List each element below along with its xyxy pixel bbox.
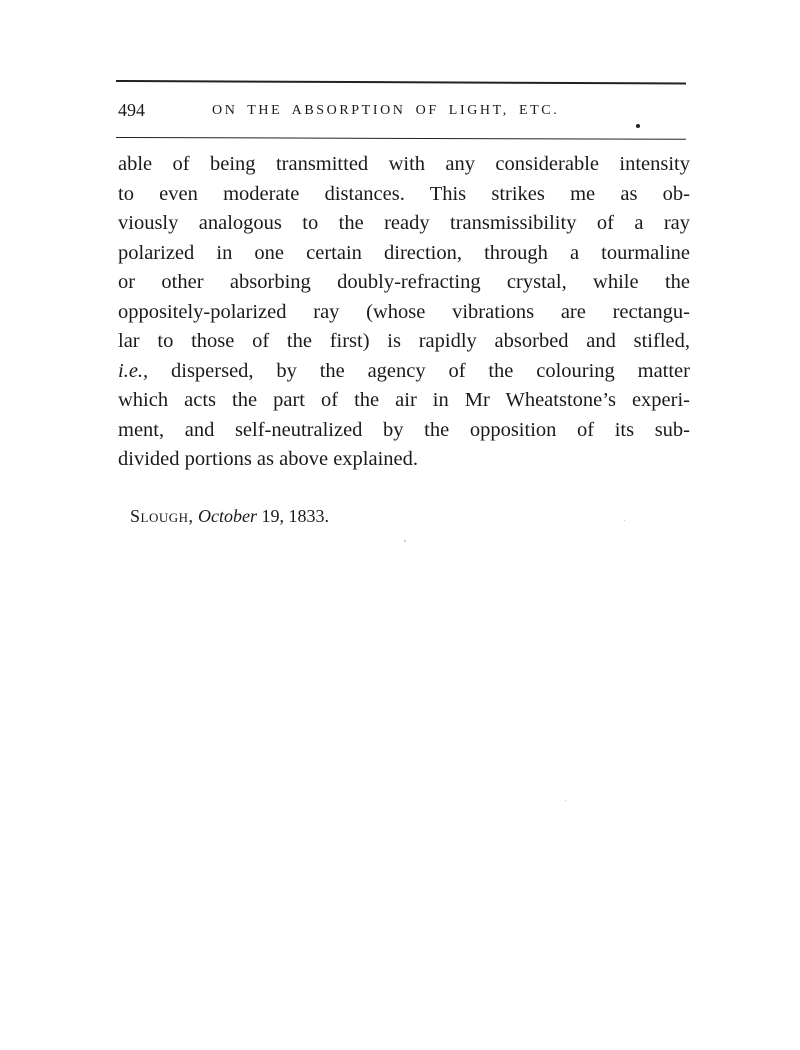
- text-line-7: lar to those of the first) is rapidly absorbed and stifled,: [118, 330, 690, 352]
- signoff-date: 19, 1833.: [261, 506, 329, 526]
- italic-ie: i.e.,: [118, 359, 149, 382]
- text-line-8-rest: dispersed, by the agency of the colouring matter: [171, 359, 690, 382]
- text-line-10: ment, and self-neutralized by the opposition of its sub-: [118, 418, 690, 441]
- paper-speck: [624, 520, 625, 521]
- header-rule-bottom: [116, 137, 686, 140]
- running-head: [116, 100, 686, 124]
- body-text: [118, 150, 690, 475]
- text-line-11: divided portions as above explained.: [118, 448, 419, 470]
- signoff-month: October: [198, 506, 257, 526]
- text-line-1: able of being transmitted with any considerable intensity: [118, 153, 690, 175]
- text-line-2: to even moderate distances. This strikes me as ob-: [118, 182, 690, 205]
- page-number: 494: [118, 100, 145, 120]
- printer-dot: [636, 124, 640, 128]
- header-rule-top: [116, 80, 686, 84]
- text-line-6: oppositely-polarized ray (whose vibrations are rectangu-: [118, 300, 690, 323]
- text-line-5: or other absorbing doubly-refracting crystal, while the: [118, 271, 690, 293]
- paper-speck: [565, 800, 566, 801]
- signoff: [130, 506, 329, 527]
- text-line-9: which acts the part of the air in Mr Wheatstone’s experi-: [118, 389, 690, 411]
- text-line-4: polarized in one certain direction, through a tourmaline: [118, 241, 690, 264]
- text-line-8: [118, 357, 690, 387]
- running-title: ON THE ABSORPTION OF LIGHT, ETC.: [212, 103, 560, 118]
- text-line-3: viously analogous to the ready transmissibility of a ray: [118, 212, 690, 234]
- paper-speck: [404, 540, 406, 542]
- signoff-place: Slough,: [130, 506, 194, 526]
